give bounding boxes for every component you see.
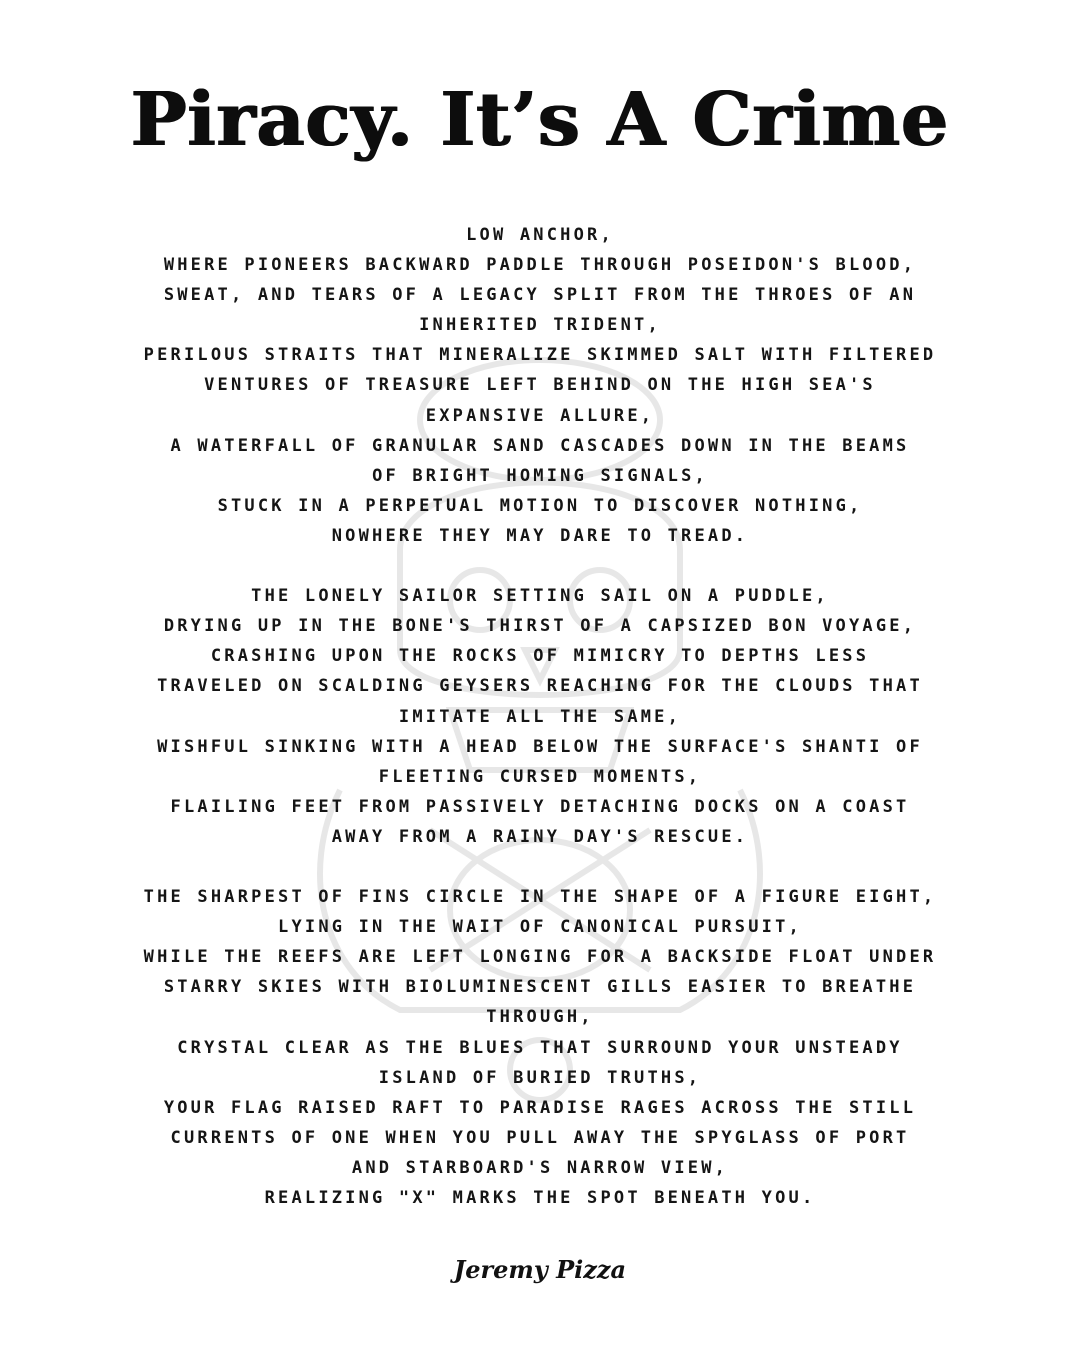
poem-line: AWAY FROM A RAINY DAY'S RESCUE. [331, 826, 749, 847]
poem-line: FLEETING CURSED MOMENTS, [378, 766, 702, 787]
poem-line: ISLAND OF BURIED TRUTHS, [378, 1067, 702, 1088]
poem-line: THROUGH, [486, 1007, 594, 1028]
poem-line: CURRENTS OF ONE WHEN YOU PULL AWAY THE SPYGLASS OF PORT [170, 1127, 910, 1148]
poem-line: WHERE PIONEERS BACKWARD PADDLE THROUGH POSEIDON'S BLOOD, [163, 255, 917, 276]
poem-line: STUCK IN A PERPETUAL MOTION TO DISCOVER NOTHING, [217, 495, 863, 516]
poem-line: CRASHING UPON THE ROCKS OF MIMICRY TO DEPTHS LESS [210, 646, 870, 667]
poem-line: TRAVELED ON SCALDING GEYSERS REACHING FOR THE CLOUDS THAT [157, 676, 923, 697]
poem-line: VENTURES OF TREASURE LEFT BEHIND ON THE HIGH SEA'S [204, 375, 876, 396]
poem-line: EXPANSIVE ALLURE, [425, 405, 655, 426]
poem-line: STARRY SKIES WITH BIOLUMINESCENT GILLS EASIER TO BREATHE [163, 977, 917, 998]
poem-title: Piracy. It’s A Crime [130, 77, 950, 163]
poem-line: INHERITED TRIDENT, [419, 315, 661, 336]
poem-line: LYING IN THE WAIT OF CANONICAL PURSUIT, [278, 917, 802, 938]
poem-line: REALIZING "X" MARKS THE SPOT BENEATH YOU. [264, 1188, 816, 1208]
poem-line: OF BRIGHT HOMING SIGNALS, [372, 465, 708, 486]
poem-line: THE SHARPEST OF FINS CIRCLE IN THE SHAPE OF A FIGURE EIGHT, [143, 887, 937, 908]
poem-line: WHILE THE REEFS ARE LEFT LONGING FOR A BACKSIDE FLOAT UNDER [143, 947, 937, 968]
poem-line: IMITATE ALL THE SAME, [398, 706, 682, 727]
author-signature: Jeremy Pizza [453, 1255, 627, 1284]
stanza-break [120, 852, 960, 882]
poem-line: DRYING UP IN THE BONE'S THIRST OF A CAPSIZED BON VOYAGE, [163, 616, 917, 637]
poem-line: AND STARBOARD'S NARROW VIEW, [351, 1157, 729, 1178]
poem-line: PERILOUS STRAITS THAT MINERALIZE SKIMMED SALT WITH FILTERED [143, 345, 937, 366]
poem-line: LOW ANCHOR, [466, 225, 614, 245]
poem-line: SWEAT, AND TEARS OF A LEGACY SPLIT FROM THE THROES OF AN [163, 285, 917, 306]
poem-line: FLAILING FEET FROM PASSIVELY DETACHING DOCKS ON A COAST [170, 796, 910, 817]
poem-line: NOWHERE THEY MAY DARE TO TREAD. [331, 525, 749, 546]
stanza-break [120, 551, 960, 581]
poem-line: THE LONELY SAILOR SETTING SAIL ON A PUDDLE, [251, 586, 829, 607]
poem-line: WISHFUL SINKING WITH A HEAD BELOW THE SURFACE'S SHANTI OF [157, 736, 923, 757]
poem-body [120, 220, 960, 1213]
poem-line: YOUR FLAG RAISED RAFT TO PARADISE RAGES ACROSS THE STILL [163, 1097, 917, 1118]
poem-line: A WATERFALL OF GRANULAR SAND CASCADES DOWN IN THE BEAMS [170, 435, 910, 456]
poem-line: CRYSTAL CLEAR AS THE BLUES THAT SURROUND YOUR UNSTEADY [177, 1037, 903, 1058]
